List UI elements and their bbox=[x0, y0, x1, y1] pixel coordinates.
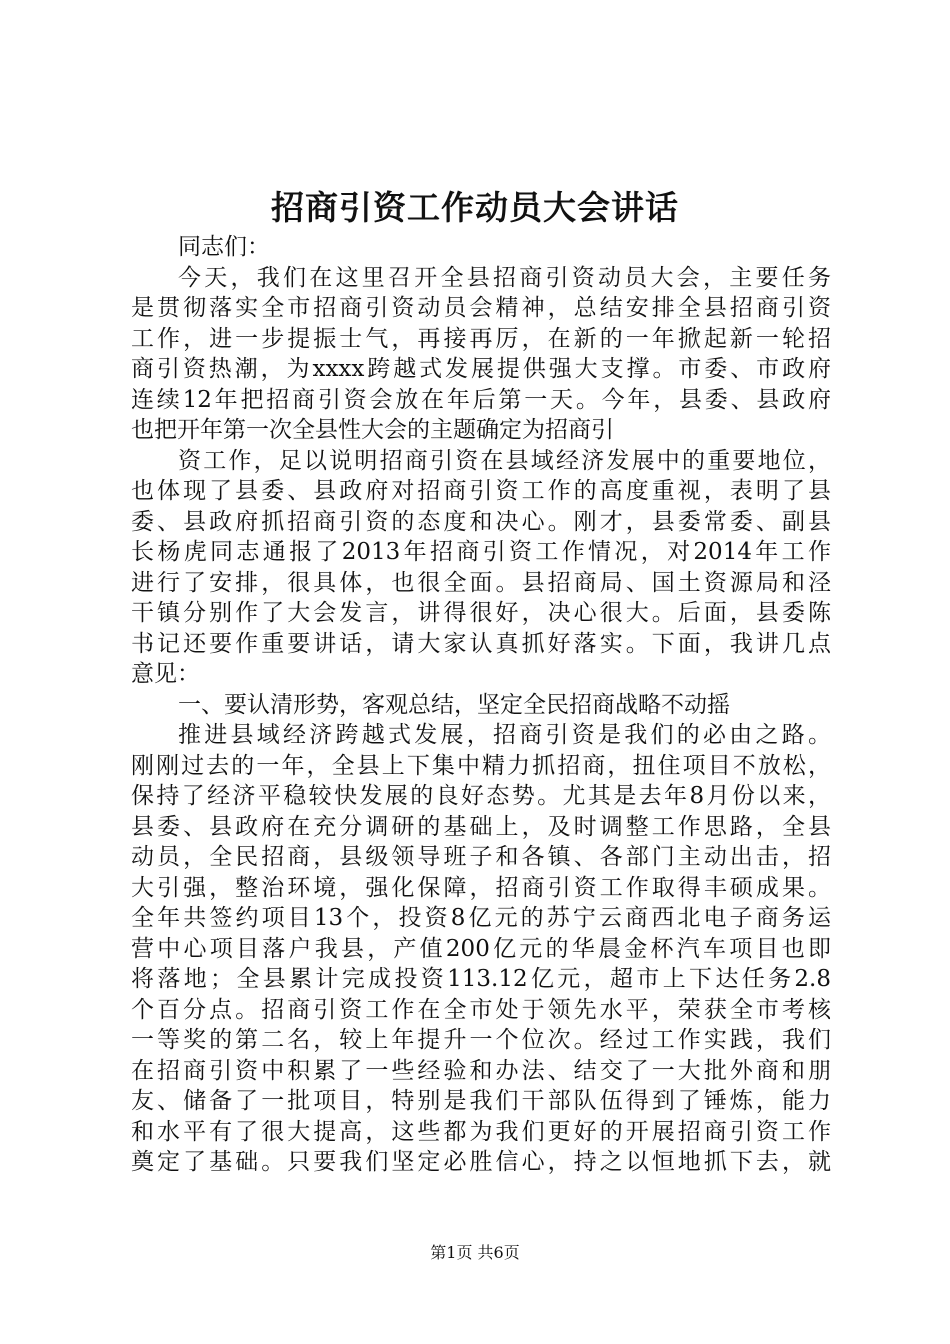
text-line: 营中心项目落户我县，产值200亿元的华晨金杯汽车项目也即 bbox=[131, 935, 831, 962]
text-line: 刚刚过去的一年，全县上下集中精力抓招商，扭住项目不放松， bbox=[131, 752, 831, 779]
text-line: 今天，我们在这里召开全县招商引资动员大会，主要任务 bbox=[178, 264, 831, 291]
text-line: 一、要认清形势，客观总结，坚定全民招商战略不动摇 bbox=[178, 691, 730, 718]
text-line: 也体现了县委、县政府对招商引资工作的高度重视，表明了县 bbox=[131, 478, 831, 504]
text-line: 同志们： bbox=[178, 234, 270, 260]
text-line: 也把开年第一次全县性大会的主题确定为招商引 bbox=[131, 417, 614, 443]
text-line: 个百分点。招商引资工作在全市处于领先水平，荣获全市考核 bbox=[131, 996, 831, 1023]
text-line: 商引资热潮，为xxxx跨越式发展提供强大支撑。市委、市政府 bbox=[131, 356, 831, 382]
text-line: 县委、县政府在充分调研的基础上，及时调整工作思路，全县 bbox=[131, 813, 831, 840]
text-line: 在招商引资中积累了一些经验和办法、结交了一大批外商和朋 bbox=[131, 1057, 831, 1084]
document-body bbox=[131, 232, 831, 1178]
text-line: 资工作，足以说明招商引资在县域经济发展中的重要地位， bbox=[178, 447, 831, 474]
text-line: 进行了安排，很具体，也很全面。县招商局、国土资源局和泾 bbox=[131, 569, 831, 596]
text-line: 连续12年把招商引资会放在年后第一天。今年，县委、县政府 bbox=[131, 386, 831, 413]
text-line: 保持了经济平稳较快发展的良好态势。尤其是去年8月份以来， bbox=[131, 783, 831, 809]
text-line: 将落地；全县累计完成投资113.12亿元，超市上下达任务2.8 bbox=[131, 966, 831, 992]
text-line: 友、储备了一批项目，特别是我们干部队伍得到了锤炼，能力 bbox=[131, 1088, 831, 1114]
text-line: 书记还要作重要讲话，请大家认真抓好落实。下面，我讲几点 bbox=[131, 630, 831, 657]
text-line: 推进县域经济跨越式发展，招商引资是我们的必由之路。 bbox=[178, 722, 831, 748]
text-line: 委、县政府抓招商引资的态度和决心。刚才，县委常委、副县 bbox=[131, 508, 831, 535]
text-line: 意见： bbox=[131, 661, 200, 687]
text-line: 大引强，整治环境，强化保障，招商引资工作取得丰硕成果。 bbox=[131, 874, 831, 901]
document-title: 招商引资工作动员大会讲话 bbox=[271, 188, 679, 227]
text-line: 和水平有了很大提高，这些都为我们更好的开展招商引资工作 bbox=[131, 1118, 831, 1145]
text-line: 是贯彻落实全市招商引资动员会精神，总结安排全县招商引资 bbox=[131, 295, 831, 321]
text-line: 长杨虎同志通报了2013年招商引资工作情况，对2014年工作 bbox=[131, 539, 831, 565]
text-line: 干镇分别作了大会发言，讲得很好，决心很大。后面，县委陈 bbox=[131, 600, 831, 626]
text-line: 奠定了基础。只要我们坚定必胜信心，持之以恒地抓下去，就 bbox=[131, 1149, 831, 1175]
text-line: 全年共签约项目13个，投资8亿元的苏宁云商西北电子商务运 bbox=[131, 905, 831, 931]
text-line: 动员，全民招商，县级领导班子和各镇、各部门主动出击，招 bbox=[131, 844, 831, 870]
page-number: 第1页 共6页 bbox=[430, 1243, 520, 1262]
text-line: 工作，进一步提振士气，再接再厉，在新的一年掀起新一轮招 bbox=[131, 325, 831, 352]
text-line: 一等奖的第二名，较上年提升一个位次。经过工作实践，我们 bbox=[131, 1027, 831, 1053]
